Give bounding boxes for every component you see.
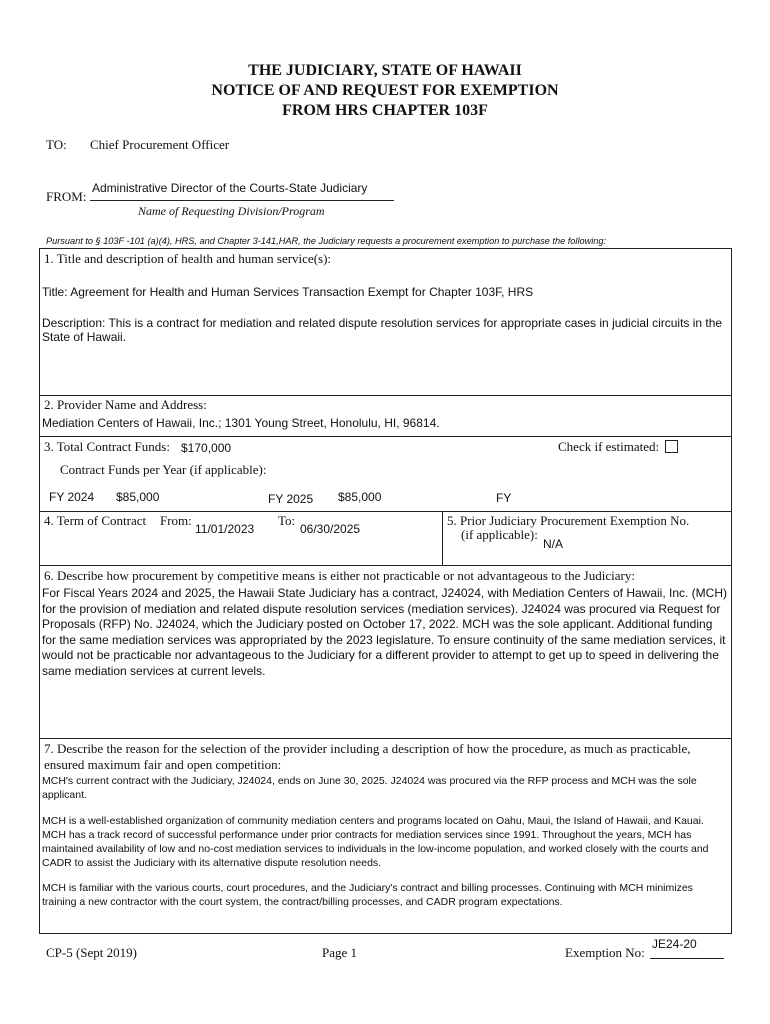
divider-1 [39, 395, 732, 396]
section-5-value: N/A [543, 537, 564, 551]
divider-2 [39, 436, 732, 437]
section-7-paragraph-1: MCH's current contract with the Judiciary, J24024, ends on June 30, 2025. J24024 was procured via the RFP process and MCH was the sole applicant. [42, 775, 697, 801]
estimate-checkbox[interactable] [665, 440, 678, 453]
fy-1-amount: $85,000 [116, 490, 160, 504]
section-3-value: $170,000 [181, 441, 232, 455]
exemption-label: Exemption No: [565, 945, 645, 960]
section-1-title: Title: Agreement for Health and Human Services Transaction Exempt for Chapter 103F, HRS [42, 285, 534, 299]
pursuant-text: Pursuant to § 103F -101 (a)(4), HRS, and Chapter 3-141,HAR, the Judiciary requests a procurement exemption to purchase the following: [46, 236, 607, 246]
term-to-value: 06/30/2025 [300, 522, 361, 536]
page-number: Page 1 [322, 945, 358, 960]
fy-1-label: FY 2024 [49, 490, 95, 504]
term-to-label: To: [278, 513, 296, 528]
fy-3-label: FY [496, 491, 512, 505]
section-5-sub: (if applicable): [461, 527, 538, 542]
from-underline [90, 200, 394, 201]
from-value: Administrative Director of the Courts-State Judiciary [92, 181, 368, 195]
term-from-value: 11/01/2023 [195, 522, 255, 536]
estimate-label: Check if estimated: [558, 439, 660, 454]
section-1-description: Description: This is a contract for mediation and related dispute resolution services for appropriate cases in judicial circuits in the State of Hawaii. [42, 316, 723, 344]
form-number: CP-5 (Sept 2019) [46, 945, 137, 960]
exemption-underline [650, 958, 724, 959]
divider-6 [39, 738, 732, 739]
fy-2-label: FY 2025 [268, 492, 314, 506]
section-4-label: 4. Term of Contract [44, 513, 147, 528]
section-3-label: 3. Total Contract Funds: [44, 439, 170, 454]
section-2-label: 2. Provider Name and Address: [44, 397, 207, 412]
header-line-2: NOTICE OF AND REQUEST FOR EXEMPTION [211, 82, 559, 99]
section-2-value: Mediation Centers of Hawaii, Inc.; 1301 Young Street, Honolulu, HI, 96814. [42, 416, 440, 430]
to-value: Chief Procurement Officer [90, 137, 230, 152]
divider-5 [39, 565, 732, 566]
to-label: TO: [46, 137, 67, 152]
section-7-paragraph-3: MCH is familiar with the various courts, court procedures, and the Judiciary's contract and billing processes. Continuing with MCH minimizes training a new contractor with the court system, the contract/billing processes, and CADR program expectations. [42, 882, 693, 908]
section-6-label: 6. Describe how procurement by competitive means is either not practicable or not advantageous to the Judiciary: [44, 568, 635, 583]
header-line-3: FROM HRS CHAPTER 103F [282, 102, 488, 119]
exemption-value: JE24-20 [652, 937, 697, 951]
from-caption: Name of Requesting Division/Program [138, 204, 325, 218]
divider-4-5 [442, 511, 443, 565]
section-7-paragraph-2: MCH is a well-established organization of community mediation centers and programs located on Oahu, Maui, the Island of Hawaii, and Kauai. MCH has a track record of successful performance under prior contracts for mediation services since 1991. Throughout the years, MCH has maintained availability of low and no-cost mediation services to individuals in the low-income population, and worked closely with the courts and CADR to assist the Judiciary with its alternative dispute resolution needs. [42, 815, 709, 869]
per-year-label: Contract Funds per Year (if applicable): [60, 462, 267, 477]
fy-2-amount: $85,000 [338, 490, 382, 504]
section-7-label: 7. Describe the reason for the selection of the provider including a description of how the procedure, as much as practicable, ensured maximum fair and open competition: [44, 741, 691, 772]
header-line-1: THE JUDICIARY, STATE OF HAWAII [248, 62, 522, 79]
section-5-label: 5. Prior Judiciary Procurement Exemption No. [447, 513, 690, 528]
from-label: FROM: [46, 189, 87, 204]
section-1-label: 1. Title and description of health and human service(s): [44, 251, 332, 266]
term-from-label: From: [160, 513, 192, 528]
section-6-text: For Fiscal Years 2024 and 2025, the Hawaii State Judiciary has a contract, J24024, with Mediation Centers of Hawaii, Inc. (MCH) for the provision of mediation and related dispute resolution services (mediation services). J24024 was procured via Request for Proposals (RFP) No. J24024, which the Judiciary posted on October 17, 2022. MCH was the sole applicant. Additional funding for the same mediation services was appropriated by the 2023 legislature. To ensure continuity of the same mediation services, it would not be practicable nor advantageous to the Judiciary for a different provider to attempt to get up to speed in delivering the same mediation services at current levels. [42, 586, 728, 678]
divider-3 [39, 511, 732, 512]
